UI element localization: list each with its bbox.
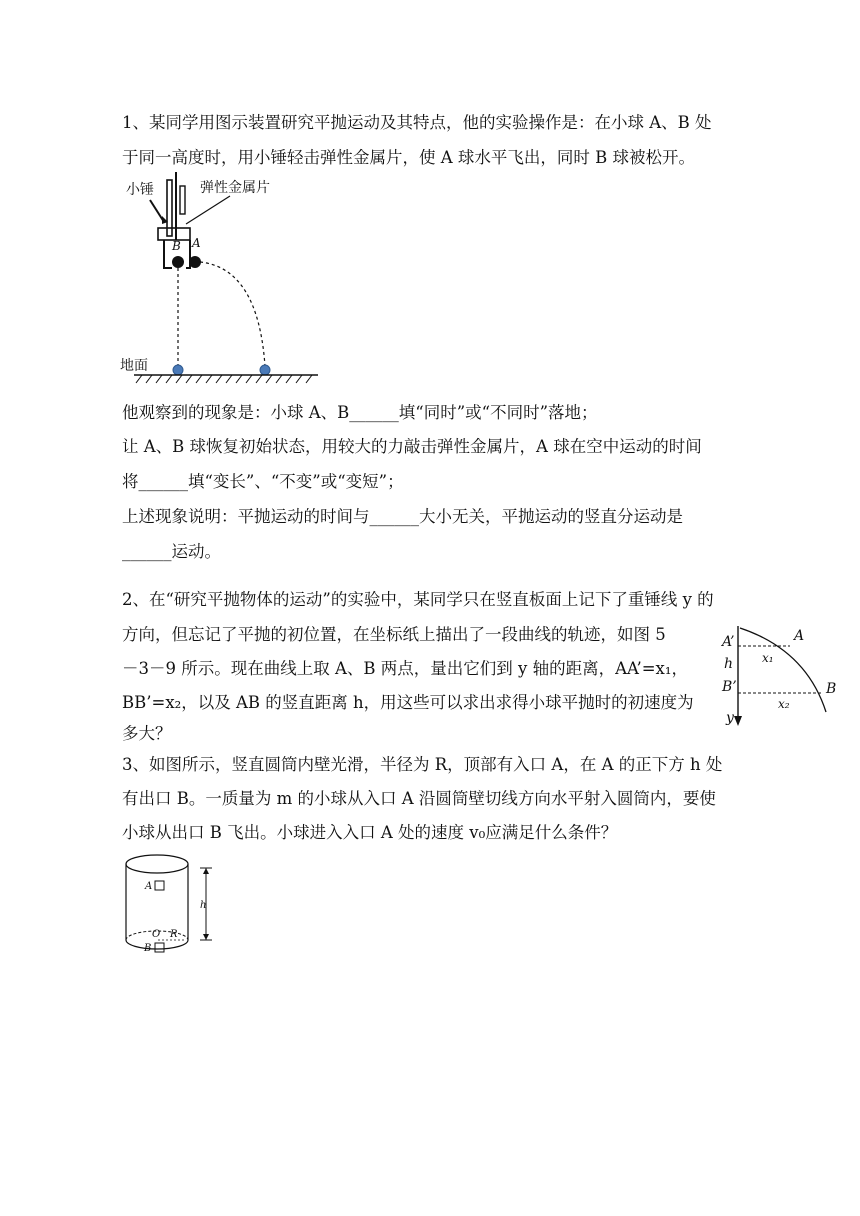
cyl-a-label: A bbox=[145, 881, 153, 892]
h-arrow-up bbox=[203, 868, 209, 874]
cyl-b-label: B bbox=[144, 943, 152, 954]
plate-label: 弹性金属片 bbox=[200, 180, 270, 196]
q2-trajectory-figure bbox=[716, 620, 846, 732]
h-label: h bbox=[724, 656, 734, 672]
q1-after-3: 将______填“变长”、“不变”或“变短”； bbox=[122, 472, 404, 491]
a-label: A bbox=[794, 628, 805, 644]
cylinder-top bbox=[126, 855, 188, 873]
hammer-pointer bbox=[150, 200, 164, 222]
q2-line-2: 方向，但忘记了平抛的初位置，在坐标纸上描出了一段曲线的轨迹，如图 5 bbox=[122, 625, 666, 644]
landed-ball-a bbox=[260, 365, 270, 375]
y-label: y bbox=[726, 710, 734, 726]
x2-label: x₂ bbox=[778, 697, 790, 711]
ball-b-label: B bbox=[172, 239, 181, 253]
q1-line-1: 1、某同学用图示装置研究平抛运动及其特点，他的实验操作是：在小球 A、B 处 bbox=[122, 113, 712, 132]
b-prime-label: B’ bbox=[722, 679, 737, 695]
cyl-r-label: R bbox=[170, 929, 178, 940]
q1-apparatus-figure bbox=[118, 172, 328, 387]
q1-after-1: 他观察到的现象是：小球 A、B______填“同时”或“不同时”落地； bbox=[122, 403, 598, 422]
a-trajectory bbox=[200, 262, 265, 366]
entrance-a bbox=[155, 881, 164, 890]
ball-a-label: A bbox=[192, 236, 201, 250]
plate-pointer bbox=[186, 196, 230, 224]
x1-label: x₁ bbox=[762, 651, 774, 665]
landed-ball-b bbox=[173, 365, 183, 375]
q1-after-2: 让 A、B 球恢复初始状态，用较大的力敲击弹性金属片，A 球在空中运动的时间 bbox=[122, 437, 702, 456]
cyl-h-label: h bbox=[200, 900, 207, 911]
q1-after-4: 上述现象说明：平抛运动的时间与______大小无关，平抛运动的竖直分运动是 bbox=[122, 507, 683, 526]
q1-after-5: ______运动。 bbox=[122, 542, 221, 561]
h-arrow-down bbox=[203, 934, 209, 940]
ball-a bbox=[189, 256, 201, 268]
q2-line-1: 2、在“研究平抛物体的运动”的实验中，某同学只在竖直板面上记下了重锤线 y 的 bbox=[122, 590, 714, 609]
y-axis-arrow bbox=[734, 716, 742, 726]
ground-label: 地面 bbox=[120, 358, 148, 374]
q3-cylinder-figure bbox=[122, 850, 222, 958]
q3-line-1: 3、如图所示，竖直圆筒内壁光滑，半径为 R，顶部有入口 A，在 A 的正下方 h 处 bbox=[122, 755, 723, 774]
q2-line-5: 多大？ bbox=[122, 724, 172, 743]
exit-b bbox=[155, 943, 164, 952]
hammer-label: 小锤 bbox=[126, 182, 154, 198]
q2-line-3: －3－9 所示。现在曲线上取 A、B 两点，量出它们到 y 轴的距离，AA’=x₁， bbox=[122, 659, 688, 678]
ball-b bbox=[172, 256, 184, 268]
a-prime-label: A’ bbox=[722, 634, 735, 650]
cylinder-bottom-front bbox=[126, 940, 188, 949]
q2-line-4: BB’=x₂，以及 AB 的竖直距离 h，用这些可以求出求得小球平抛时的初速度为 bbox=[122, 693, 694, 712]
q1-line-2: 于同一高度时，用小锤轻击弹性金属片，使 A 球水平飞出，同时 B 球被松开。 bbox=[122, 148, 696, 167]
ground-hatching bbox=[136, 375, 312, 383]
q3-line-2: 有出口 B。一质量为 m 的小球从入口 A 沿圆筒壁切线方向水平射入圆筒内，要使 bbox=[122, 789, 716, 808]
clamp bbox=[164, 240, 172, 268]
b-label: B bbox=[826, 681, 837, 697]
q3-line-3: 小球从出口 B 飞出。小球进入入口 A 处的速度 v₀应满足什么条件？ bbox=[122, 823, 618, 842]
plate-post bbox=[180, 186, 185, 214]
cyl-o-label: O bbox=[152, 929, 161, 940]
